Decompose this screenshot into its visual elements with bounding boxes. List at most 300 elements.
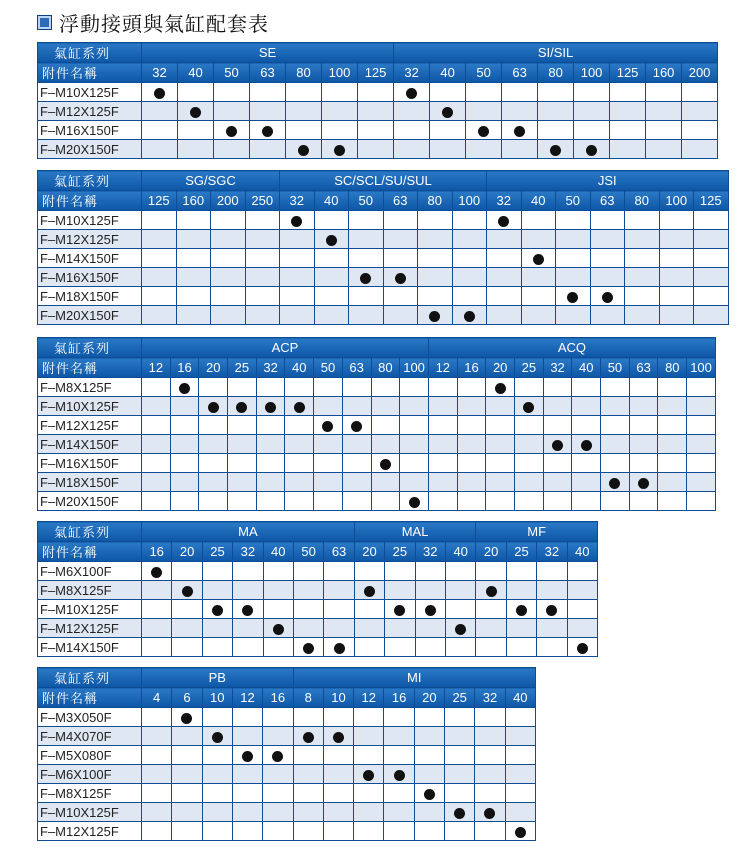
page-title-block bbox=[37, 9, 269, 35]
compat-cell bbox=[314, 287, 349, 306]
compat-cell bbox=[445, 619, 475, 638]
compat-cell bbox=[414, 708, 444, 727]
compatible-dot-icon bbox=[638, 478, 649, 489]
compat-cell bbox=[452, 287, 487, 306]
compat-cell bbox=[610, 121, 646, 140]
compat-cell bbox=[400, 397, 429, 416]
compat-cell bbox=[314, 473, 343, 492]
compat-cell bbox=[324, 600, 354, 619]
part-name-cell: F–M16X150F bbox=[38, 454, 142, 473]
compat-cell bbox=[354, 600, 384, 619]
compatible-dot-icon bbox=[334, 643, 345, 654]
compat-cell bbox=[515, 454, 544, 473]
compat-cell bbox=[142, 268, 177, 287]
compatible-dot-icon bbox=[265, 402, 276, 413]
compat-cell bbox=[202, 619, 232, 638]
compat-cell bbox=[457, 416, 486, 435]
compat-cell bbox=[601, 492, 630, 511]
bore-size-header: 40 bbox=[445, 542, 475, 562]
bore-size-header: 40 bbox=[314, 191, 349, 211]
compat-cell bbox=[466, 102, 502, 121]
bore-size-header: 80 bbox=[371, 358, 400, 378]
bore-size-header: 25 bbox=[506, 542, 536, 562]
bore-size-header: 125 bbox=[694, 191, 729, 211]
compat-cell bbox=[610, 140, 646, 159]
compat-cell bbox=[572, 435, 601, 454]
compat-cell bbox=[199, 416, 228, 435]
compat-cell bbox=[176, 249, 211, 268]
part-name-cell: F–M12X125F bbox=[38, 102, 142, 121]
compat-cell bbox=[590, 287, 625, 306]
compat-cell bbox=[202, 638, 232, 657]
compat-cell bbox=[629, 492, 658, 511]
compat-cell bbox=[487, 268, 522, 287]
compat-cell bbox=[590, 211, 625, 230]
compat-cell bbox=[178, 102, 214, 121]
compat-cell bbox=[428, 435, 457, 454]
compat-cell bbox=[445, 765, 475, 784]
compat-cell bbox=[590, 306, 625, 325]
compat-cell bbox=[658, 397, 687, 416]
part-name-cell: F–M16X150F bbox=[38, 268, 142, 287]
compatible-dot-icon bbox=[609, 478, 620, 489]
compat-cell bbox=[502, 83, 538, 102]
compat-cell bbox=[475, 727, 505, 746]
bore-size-header: 8 bbox=[293, 688, 323, 708]
compat-cell bbox=[293, 803, 323, 822]
compat-cell bbox=[415, 638, 445, 657]
compat-cell bbox=[293, 765, 323, 784]
compat-cell bbox=[476, 600, 506, 619]
compat-cell bbox=[445, 581, 475, 600]
part-name-cell: F–M3X050F bbox=[38, 708, 142, 727]
compat-cell bbox=[505, 708, 535, 727]
compat-cell bbox=[349, 268, 384, 287]
compat-cell bbox=[515, 492, 544, 511]
compat-cell bbox=[486, 397, 515, 416]
bore-size-header: 80 bbox=[658, 358, 687, 378]
series-header-label: 氣缸系列 bbox=[38, 338, 142, 358]
compat-cell bbox=[567, 619, 597, 638]
compat-cell bbox=[521, 287, 556, 306]
compat-cell bbox=[400, 454, 429, 473]
compat-cell bbox=[245, 230, 280, 249]
compat-cell bbox=[486, 416, 515, 435]
compat-cell bbox=[202, 746, 232, 765]
compat-cell bbox=[202, 784, 232, 803]
compat-cell bbox=[232, 822, 262, 841]
compat-cell bbox=[172, 619, 202, 638]
compat-cell bbox=[214, 121, 250, 140]
compat-cell bbox=[202, 581, 232, 600]
compat-cell bbox=[694, 306, 729, 325]
compat-cell bbox=[445, 727, 475, 746]
compat-cell bbox=[400, 473, 429, 492]
compat-cell bbox=[202, 600, 232, 619]
compat-cell bbox=[245, 268, 280, 287]
compat-cell bbox=[232, 803, 262, 822]
series-group-header: MAL bbox=[354, 522, 476, 542]
compat-cell bbox=[142, 473, 171, 492]
compat-cell bbox=[629, 397, 658, 416]
compat-cell bbox=[142, 727, 172, 746]
compat-cell bbox=[285, 492, 314, 511]
bore-size-header: 80 bbox=[418, 191, 453, 211]
compatible-dot-icon bbox=[154, 88, 165, 99]
compat-cell bbox=[682, 102, 718, 121]
compatible-dot-icon bbox=[322, 421, 333, 432]
compat-cell bbox=[170, 492, 199, 511]
compatible-dot-icon bbox=[442, 107, 453, 118]
compatible-dot-icon bbox=[360, 273, 371, 284]
compat-cell bbox=[506, 600, 536, 619]
compat-cell bbox=[418, 211, 453, 230]
compat-cell bbox=[228, 473, 257, 492]
compat-cell bbox=[314, 306, 349, 325]
table-row bbox=[38, 784, 536, 803]
bore-size-header: 63 bbox=[629, 358, 658, 378]
part-name-cell: F–M12X125F bbox=[38, 416, 142, 435]
compat-cell bbox=[428, 378, 457, 397]
compat-cell bbox=[142, 230, 177, 249]
compat-cell bbox=[567, 600, 597, 619]
compatible-dot-icon bbox=[242, 751, 253, 762]
compat-cell bbox=[687, 454, 716, 473]
compat-cell bbox=[245, 287, 280, 306]
compat-cell bbox=[543, 473, 572, 492]
compat-cell bbox=[590, 249, 625, 268]
compat-cell bbox=[176, 211, 211, 230]
part-name-cell: F–M20X150F bbox=[38, 306, 142, 325]
bore-size-header: 50 bbox=[314, 358, 343, 378]
compat-cell bbox=[543, 492, 572, 511]
compat-cell bbox=[349, 306, 384, 325]
compat-cell bbox=[263, 784, 293, 803]
compat-cell bbox=[537, 638, 567, 657]
compat-cell bbox=[142, 121, 178, 140]
compatible-dot-icon bbox=[190, 107, 201, 118]
compat-cell bbox=[256, 473, 285, 492]
compat-cell bbox=[682, 83, 718, 102]
compatible-dot-icon bbox=[242, 605, 253, 616]
table-row bbox=[38, 230, 729, 249]
table-row bbox=[38, 581, 598, 600]
compat-cell bbox=[142, 416, 171, 435]
compat-cell bbox=[293, 619, 323, 638]
compat-cell bbox=[590, 230, 625, 249]
compat-cell bbox=[694, 287, 729, 306]
compat-cell bbox=[324, 581, 354, 600]
series-header-label: 氣缸系列 bbox=[38, 43, 142, 63]
compat-cell bbox=[142, 287, 177, 306]
compatible-dot-icon bbox=[577, 643, 588, 654]
bore-size-header: 40 bbox=[567, 542, 597, 562]
compat-cell bbox=[445, 784, 475, 803]
table-row bbox=[38, 268, 729, 287]
compat-cell bbox=[349, 287, 384, 306]
compat-cell bbox=[354, 708, 384, 727]
compatible-dot-icon bbox=[552, 440, 563, 451]
bore-size-header: 100 bbox=[400, 358, 429, 378]
compat-cell bbox=[314, 416, 343, 435]
compat-cell bbox=[543, 435, 572, 454]
compat-cell bbox=[445, 600, 475, 619]
compat-cell bbox=[445, 708, 475, 727]
compat-cell bbox=[457, 435, 486, 454]
bore-size-header: 16 bbox=[457, 358, 486, 378]
compat-cell bbox=[537, 562, 567, 581]
compat-cell bbox=[384, 746, 414, 765]
compat-cell bbox=[543, 454, 572, 473]
bore-size-header: 16 bbox=[263, 688, 293, 708]
compat-cell bbox=[515, 378, 544, 397]
table-row bbox=[38, 562, 598, 581]
compatible-dot-icon bbox=[236, 402, 247, 413]
bore-size-header: 25 bbox=[515, 358, 544, 378]
compat-cell bbox=[415, 562, 445, 581]
compatible-dot-icon bbox=[424, 789, 435, 800]
compat-cell bbox=[358, 140, 394, 159]
compatible-dot-icon bbox=[294, 402, 305, 413]
compat-cell bbox=[199, 378, 228, 397]
compatible-dot-icon bbox=[478, 126, 489, 137]
compat-cell bbox=[521, 211, 556, 230]
bore-size-header: 10 bbox=[202, 688, 232, 708]
compat-cell bbox=[506, 562, 536, 581]
compat-cell bbox=[178, 140, 214, 159]
compat-cell bbox=[172, 746, 202, 765]
compat-cell bbox=[142, 435, 171, 454]
compatible-dot-icon bbox=[523, 402, 534, 413]
compat-cell bbox=[659, 306, 694, 325]
compat-cell bbox=[452, 268, 487, 287]
compatible-dot-icon bbox=[495, 383, 506, 394]
compat-cell bbox=[385, 619, 415, 638]
part-header-label: 附件名稱 bbox=[38, 358, 142, 378]
compat-cell bbox=[142, 784, 172, 803]
compat-cell bbox=[286, 121, 322, 140]
bore-size-header: 80 bbox=[538, 63, 574, 83]
compat-cell bbox=[358, 121, 394, 140]
compatible-dot-icon bbox=[212, 732, 223, 743]
compat-cell bbox=[385, 581, 415, 600]
part-name-cell: F–M20X150F bbox=[38, 140, 142, 159]
compat-cell bbox=[394, 102, 430, 121]
compatible-dot-icon bbox=[291, 216, 302, 227]
compat-cell bbox=[384, 822, 414, 841]
compat-cell bbox=[658, 416, 687, 435]
compat-cell bbox=[232, 746, 262, 765]
compat-cell bbox=[263, 746, 293, 765]
bore-size-header: 125 bbox=[142, 191, 177, 211]
part-name-cell: F–M14X150F bbox=[38, 249, 142, 268]
compat-cell bbox=[487, 287, 522, 306]
compat-cell bbox=[214, 83, 250, 102]
compat-cell bbox=[556, 230, 591, 249]
compat-cell bbox=[314, 249, 349, 268]
compatible-dot-icon bbox=[425, 605, 436, 616]
compat-cell bbox=[142, 638, 172, 657]
compatible-dot-icon bbox=[298, 145, 309, 156]
part-name-cell: F–M10X125F bbox=[38, 83, 142, 102]
compat-cell bbox=[394, 83, 430, 102]
compat-cell bbox=[445, 638, 475, 657]
compat-cell bbox=[176, 268, 211, 287]
compat-cell bbox=[394, 121, 430, 140]
table-row bbox=[38, 102, 718, 121]
compat-cell bbox=[324, 638, 354, 657]
compat-cell bbox=[572, 492, 601, 511]
compat-cell bbox=[349, 230, 384, 249]
compat-cell bbox=[502, 121, 538, 140]
compat-cell bbox=[486, 473, 515, 492]
compat-cell bbox=[515, 435, 544, 454]
compat-cell bbox=[323, 784, 353, 803]
compat-cell bbox=[452, 211, 487, 230]
compat-cell bbox=[521, 249, 556, 268]
compatible-dot-icon bbox=[550, 145, 561, 156]
compatible-dot-icon bbox=[394, 605, 405, 616]
compat-cell bbox=[232, 708, 262, 727]
table-row bbox=[38, 306, 729, 325]
part-name-cell: F–M6X100F bbox=[38, 562, 142, 581]
bore-size-header: 40 bbox=[521, 191, 556, 211]
compat-cell bbox=[263, 600, 293, 619]
compat-cell bbox=[314, 435, 343, 454]
compat-cell bbox=[354, 822, 384, 841]
compat-cell bbox=[172, 822, 202, 841]
series-group-header: MA bbox=[142, 522, 355, 542]
compat-cell bbox=[170, 397, 199, 416]
compat-cell bbox=[687, 492, 716, 511]
compat-cell bbox=[324, 562, 354, 581]
table-row bbox=[38, 492, 716, 511]
bore-size-header: 200 bbox=[211, 191, 246, 211]
bore-size-header: 160 bbox=[176, 191, 211, 211]
part-name-cell: F–M10X125F bbox=[38, 803, 142, 822]
compat-cell bbox=[172, 765, 202, 784]
table-row bbox=[38, 435, 716, 454]
compat-cell bbox=[601, 454, 630, 473]
compat-cell bbox=[487, 306, 522, 325]
compat-cell bbox=[687, 416, 716, 435]
part-name-cell: F–M12X125F bbox=[38, 230, 142, 249]
compat-cell bbox=[505, 765, 535, 784]
compat-cell bbox=[342, 435, 371, 454]
bore-size-header: 50 bbox=[466, 63, 502, 83]
bore-size-header: 50 bbox=[293, 542, 323, 562]
compat-cell bbox=[383, 211, 418, 230]
compat-cell bbox=[687, 378, 716, 397]
compat-cell bbox=[202, 822, 232, 841]
compat-cell bbox=[142, 397, 171, 416]
compat-cell bbox=[211, 230, 246, 249]
compat-cell bbox=[682, 121, 718, 140]
compat-cell bbox=[384, 708, 414, 727]
compat-cell bbox=[658, 492, 687, 511]
compat-cell bbox=[384, 727, 414, 746]
compat-cell bbox=[322, 140, 358, 159]
compat-cell bbox=[590, 268, 625, 287]
compat-cell bbox=[199, 435, 228, 454]
compat-cell bbox=[414, 784, 444, 803]
compat-cell bbox=[250, 121, 286, 140]
compatible-dot-icon bbox=[546, 605, 557, 616]
compat-cell bbox=[228, 416, 257, 435]
compat-cell bbox=[256, 397, 285, 416]
compat-cell bbox=[400, 378, 429, 397]
compatible-dot-icon bbox=[151, 567, 162, 578]
compat-cell bbox=[515, 397, 544, 416]
compat-cell bbox=[556, 249, 591, 268]
compat-cell bbox=[445, 803, 475, 822]
compat-cell bbox=[228, 454, 257, 473]
compat-cell bbox=[646, 102, 682, 121]
part-name-cell: F–M5X080F bbox=[38, 746, 142, 765]
part-name-cell: F–M14X150F bbox=[38, 638, 142, 657]
table-row bbox=[38, 378, 716, 397]
compatible-dot-icon bbox=[498, 216, 509, 227]
compat-cell bbox=[293, 638, 323, 657]
compat-cell bbox=[323, 727, 353, 746]
compat-cell bbox=[314, 268, 349, 287]
part-name-cell: F–M12X125F bbox=[38, 822, 142, 841]
compat-cell bbox=[176, 230, 211, 249]
compat-cell bbox=[625, 249, 660, 268]
compat-cell bbox=[383, 268, 418, 287]
bore-size-header: 16 bbox=[170, 358, 199, 378]
series-header-label: 氣缸系列 bbox=[38, 171, 142, 191]
compatible-dot-icon bbox=[464, 311, 475, 322]
compat-cell bbox=[629, 416, 658, 435]
compat-cell bbox=[170, 473, 199, 492]
compat-cell bbox=[556, 306, 591, 325]
compat-cell bbox=[211, 306, 246, 325]
compatibility-table bbox=[37, 170, 729, 325]
compat-cell bbox=[176, 287, 211, 306]
bore-size-header: 16 bbox=[142, 542, 172, 562]
compat-cell bbox=[314, 454, 343, 473]
compat-cell bbox=[214, 102, 250, 121]
compat-cell bbox=[342, 492, 371, 511]
series-group-header: ACP bbox=[142, 338, 429, 358]
compat-cell bbox=[314, 230, 349, 249]
compat-cell bbox=[475, 746, 505, 765]
compat-cell bbox=[280, 306, 315, 325]
compat-cell bbox=[228, 378, 257, 397]
bore-size-header: 63 bbox=[502, 63, 538, 83]
compat-cell bbox=[385, 638, 415, 657]
bore-size-header: 32 bbox=[487, 191, 522, 211]
bore-size-header: 63 bbox=[324, 542, 354, 562]
compat-cell bbox=[172, 600, 202, 619]
compat-cell bbox=[170, 416, 199, 435]
part-name-cell: F–M8X125F bbox=[38, 784, 142, 803]
compat-cell bbox=[625, 268, 660, 287]
compat-cell bbox=[414, 727, 444, 746]
compat-cell bbox=[418, 306, 453, 325]
compat-cell bbox=[142, 102, 178, 121]
compat-cell bbox=[457, 492, 486, 511]
bore-size-header: 12 bbox=[428, 358, 457, 378]
compat-cell bbox=[574, 102, 610, 121]
compat-cell bbox=[394, 140, 430, 159]
bore-size-header: 50 bbox=[601, 358, 630, 378]
compatible-dot-icon bbox=[273, 624, 284, 635]
compat-cell bbox=[538, 102, 574, 121]
bore-size-header: 100 bbox=[659, 191, 694, 211]
part-name-cell: F–M10X125F bbox=[38, 600, 142, 619]
